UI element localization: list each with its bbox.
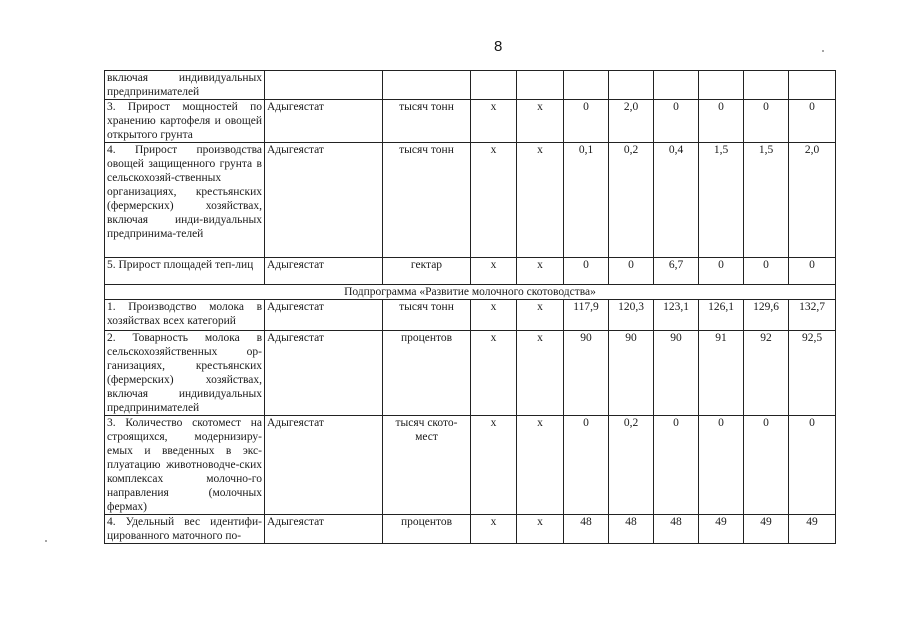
value-cell: 0 — [699, 416, 744, 515]
value-cell: 90 — [654, 331, 699, 416]
value-cell: 0 — [654, 100, 699, 143]
value-cell: 0 — [654, 416, 699, 515]
value-cell: 0 — [789, 258, 836, 285]
value-cell: 120,3 — [609, 300, 654, 331]
value-cell: 90 — [564, 331, 609, 416]
indicator-name-cell: 3. Прирост мощностей по хранению картофеля и овощей открытого грунта — [105, 100, 265, 143]
value-cell: х — [471, 100, 517, 143]
value-cell: 0 — [564, 416, 609, 515]
indicator-name-cell: включая индивидуальных предпринимателей — [105, 71, 265, 100]
value-cell: 1,5 — [699, 143, 744, 258]
unit-cell: тысяч ското-мест — [383, 416, 471, 515]
scan-speck — [45, 540, 47, 542]
value-cell: 2,0 — [609, 100, 654, 143]
value-cell: 0 — [699, 100, 744, 143]
value-cell: 48 — [609, 515, 654, 544]
executor-cell: Адыгеястат — [265, 100, 383, 143]
value-cell: 0 — [609, 258, 654, 285]
table-body-bottom — [105, 300, 836, 544]
value-cell: 0 — [789, 416, 836, 515]
indicator-name-cell: 1. Производство молока в хозяйствах всех категорий — [105, 300, 265, 331]
indicator-name-cell: 2. Товарность молока в сельскохозяйственных ор-ганизациях, крестьянских (фермерских) хозяйствах, включая индивидуальных предпринимателей — [105, 331, 265, 416]
value-cell: 0 — [744, 100, 789, 143]
value-cell: 0 — [744, 416, 789, 515]
indicators-table — [104, 70, 836, 544]
table-row — [105, 416, 836, 515]
value-cell: 0 — [564, 100, 609, 143]
value-cell: 0 — [699, 258, 744, 285]
value-cell: х — [471, 416, 517, 515]
value-cell — [609, 71, 654, 100]
table-row — [105, 100, 836, 143]
executor-cell: Адыгеястат — [265, 300, 383, 331]
unit-cell: тысяч тонн — [383, 143, 471, 258]
unit-cell: гектар — [383, 258, 471, 285]
value-cell: х — [471, 258, 517, 285]
page-number: 8 — [494, 38, 503, 55]
value-cell — [699, 71, 744, 100]
value-cell: 0 — [564, 258, 609, 285]
table-body-top — [105, 71, 836, 285]
value-cell: 0,1 — [564, 143, 609, 258]
value-cell — [744, 71, 789, 100]
section-body — [105, 285, 836, 300]
scan-speck — [822, 50, 824, 52]
value-cell: х — [471, 515, 517, 544]
value-cell: 92 — [744, 331, 789, 416]
table-row — [105, 258, 836, 285]
value-cell: 90 — [609, 331, 654, 416]
value-cell: 2,0 — [789, 143, 836, 258]
unit-cell: процентов — [383, 331, 471, 416]
indicator-name-cell: 4. Удельный вес идентифи-цированного маточного по- — [105, 515, 265, 544]
value-cell: 92,5 — [789, 331, 836, 416]
value-cell: 49 — [744, 515, 789, 544]
value-cell: 0 — [744, 258, 789, 285]
table-row — [105, 143, 836, 258]
value-cell: 91 — [699, 331, 744, 416]
value-cell: 1,5 — [744, 143, 789, 258]
unit-cell: тысяч тонн — [383, 100, 471, 143]
section-header-row — [105, 285, 836, 300]
indicator-name-cell: 3. Количество скотомест на строящихся, модернизиру-емых и введенных в экс-плуатацию животноводче-ских комплексах молочно-го направления (молочных фермах) — [105, 416, 265, 515]
value-cell: х — [517, 331, 564, 416]
unit-cell: процентов — [383, 515, 471, 544]
value-cell: х — [471, 300, 517, 331]
value-cell: х — [517, 258, 564, 285]
table-row — [105, 71, 836, 100]
value-cell: 117,9 — [564, 300, 609, 331]
value-cell — [517, 71, 564, 100]
value-cell — [789, 71, 836, 100]
value-cell: 0 — [789, 100, 836, 143]
value-cell: 0,2 — [609, 416, 654, 515]
value-cell: 129,6 — [744, 300, 789, 331]
indicator-name-cell: 4. Прирост производства овощей защищенного грунта в сельскохозяй-ственных организациях, крестьянских (фермерских) хозяйствах, включая инди-видуальных предпринима-телей — [105, 143, 265, 258]
section-title: Подпрограмма «Развитие молочного скотоводства» — [105, 285, 836, 300]
indicator-name-cell: 5. Прирост площадей теп-лиц — [105, 258, 265, 285]
unit-cell: тысяч тонн — [383, 300, 471, 331]
value-cell: х — [517, 100, 564, 143]
executor-cell: Адыгеястат — [265, 331, 383, 416]
value-cell: 6,7 — [654, 258, 699, 285]
value-cell: 48 — [564, 515, 609, 544]
value-cell: х — [517, 300, 564, 331]
value-cell: 126,1 — [699, 300, 744, 331]
value-cell: 48 — [654, 515, 699, 544]
executor-cell: Адыгеястат — [265, 416, 383, 515]
executor-cell: Адыгеястат — [265, 258, 383, 285]
executor-cell: Адыгеястат — [265, 515, 383, 544]
value-cell: х — [517, 143, 564, 258]
value-cell: х — [517, 416, 564, 515]
value-cell — [564, 71, 609, 100]
unit-cell — [383, 71, 471, 100]
value-cell: 0,4 — [654, 143, 699, 258]
value-cell: х — [471, 331, 517, 416]
value-cell: х — [471, 143, 517, 258]
value-cell: х — [517, 515, 564, 544]
value-cell: 49 — [699, 515, 744, 544]
value-cell: 0,2 — [609, 143, 654, 258]
table-row — [105, 515, 836, 544]
table-row — [105, 331, 836, 416]
value-cell — [654, 71, 699, 100]
value-cell: 49 — [789, 515, 836, 544]
value-cell: 132,7 — [789, 300, 836, 331]
executor-cell — [265, 71, 383, 100]
table-row — [105, 300, 836, 331]
value-cell — [471, 71, 517, 100]
executor-cell: Адыгеястат — [265, 143, 383, 258]
value-cell: 123,1 — [654, 300, 699, 331]
